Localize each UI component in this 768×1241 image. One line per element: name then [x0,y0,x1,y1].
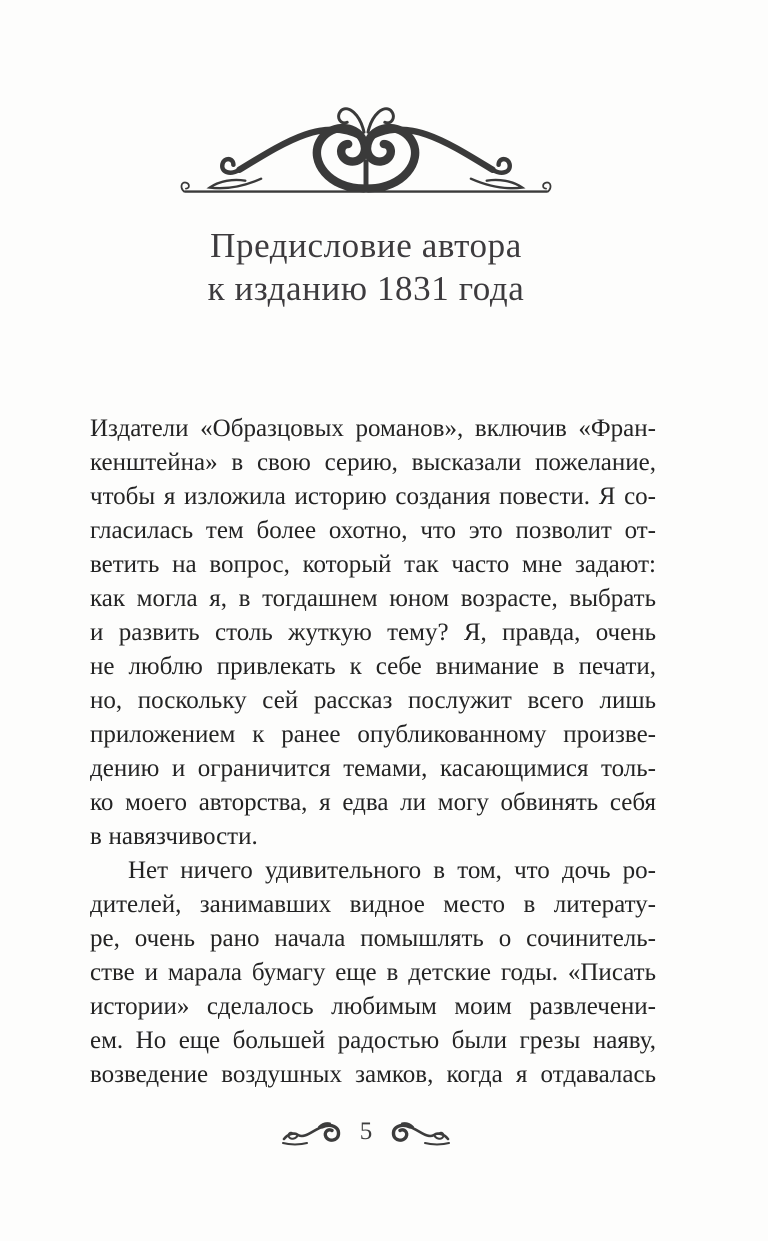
text-line: чтобы я изложила историю создания повести. Я со- [90,483,656,510]
text-line: ветить на вопрос, который так часто мне задают: [90,551,656,578]
text-line: в навязчивости. [90,823,258,850]
text-line: не люблю привлекать к себе внимание в печати, [90,653,656,680]
text-line: истории» сделалось любимым моим развлечени- [90,993,656,1020]
text-line: Нет ничего удивительного в том, что дочь ро- [128,857,656,884]
text-line: возведение воздушных замков, когда я отдавалась [90,1061,656,1088]
page-number: 5 [359,1117,373,1145]
text-line: Издатели «Образцовых романов», включив «Фран- [90,415,656,442]
text-line: приложением к ранее опубликованному произве- [90,721,656,748]
text-line: и развить столь жуткую тему? Я, правда, очень [90,619,656,646]
footer-flourish-left-icon [281,1118,345,1148]
text-line: ем. Но еще большей радостью были грезы наяву, [90,1027,656,1054]
header-flourish-ornament-icon [178,98,554,200]
text-line: ре, очень рано начала помышлять о сочинитель- [90,925,656,952]
title-line-2: к изданию 1831 года [207,269,525,308]
text-line: ко моего авторства, я едва ли могу обвинять себя [90,789,656,816]
text-line: дению и ограничится темами, касающимися толь- [90,755,656,782]
text-line: стве и марала бумагу еще в детские годы. «Писать [90,959,656,986]
text-line: гласилась тем более охотно, что это позволит от- [90,517,656,544]
text-line: дителей, занимавших видное место в литерату- [90,891,656,918]
footer-flourish-right-icon [387,1118,451,1148]
chapter-header [0,98,732,310]
text-line: кенштейна» в свою серию, высказали пожелание, [90,449,656,476]
title-line-1: Предисловие автора [210,226,522,265]
text-line: но, поскольку сей рассказ послужит всего лишь [90,687,656,714]
text-line: как могла я, в тогдашнем юном возрасте, выбрать [90,585,656,612]
page-footer [0,1118,732,1148]
body-text [90,412,656,1092]
page-title [0,224,732,310]
